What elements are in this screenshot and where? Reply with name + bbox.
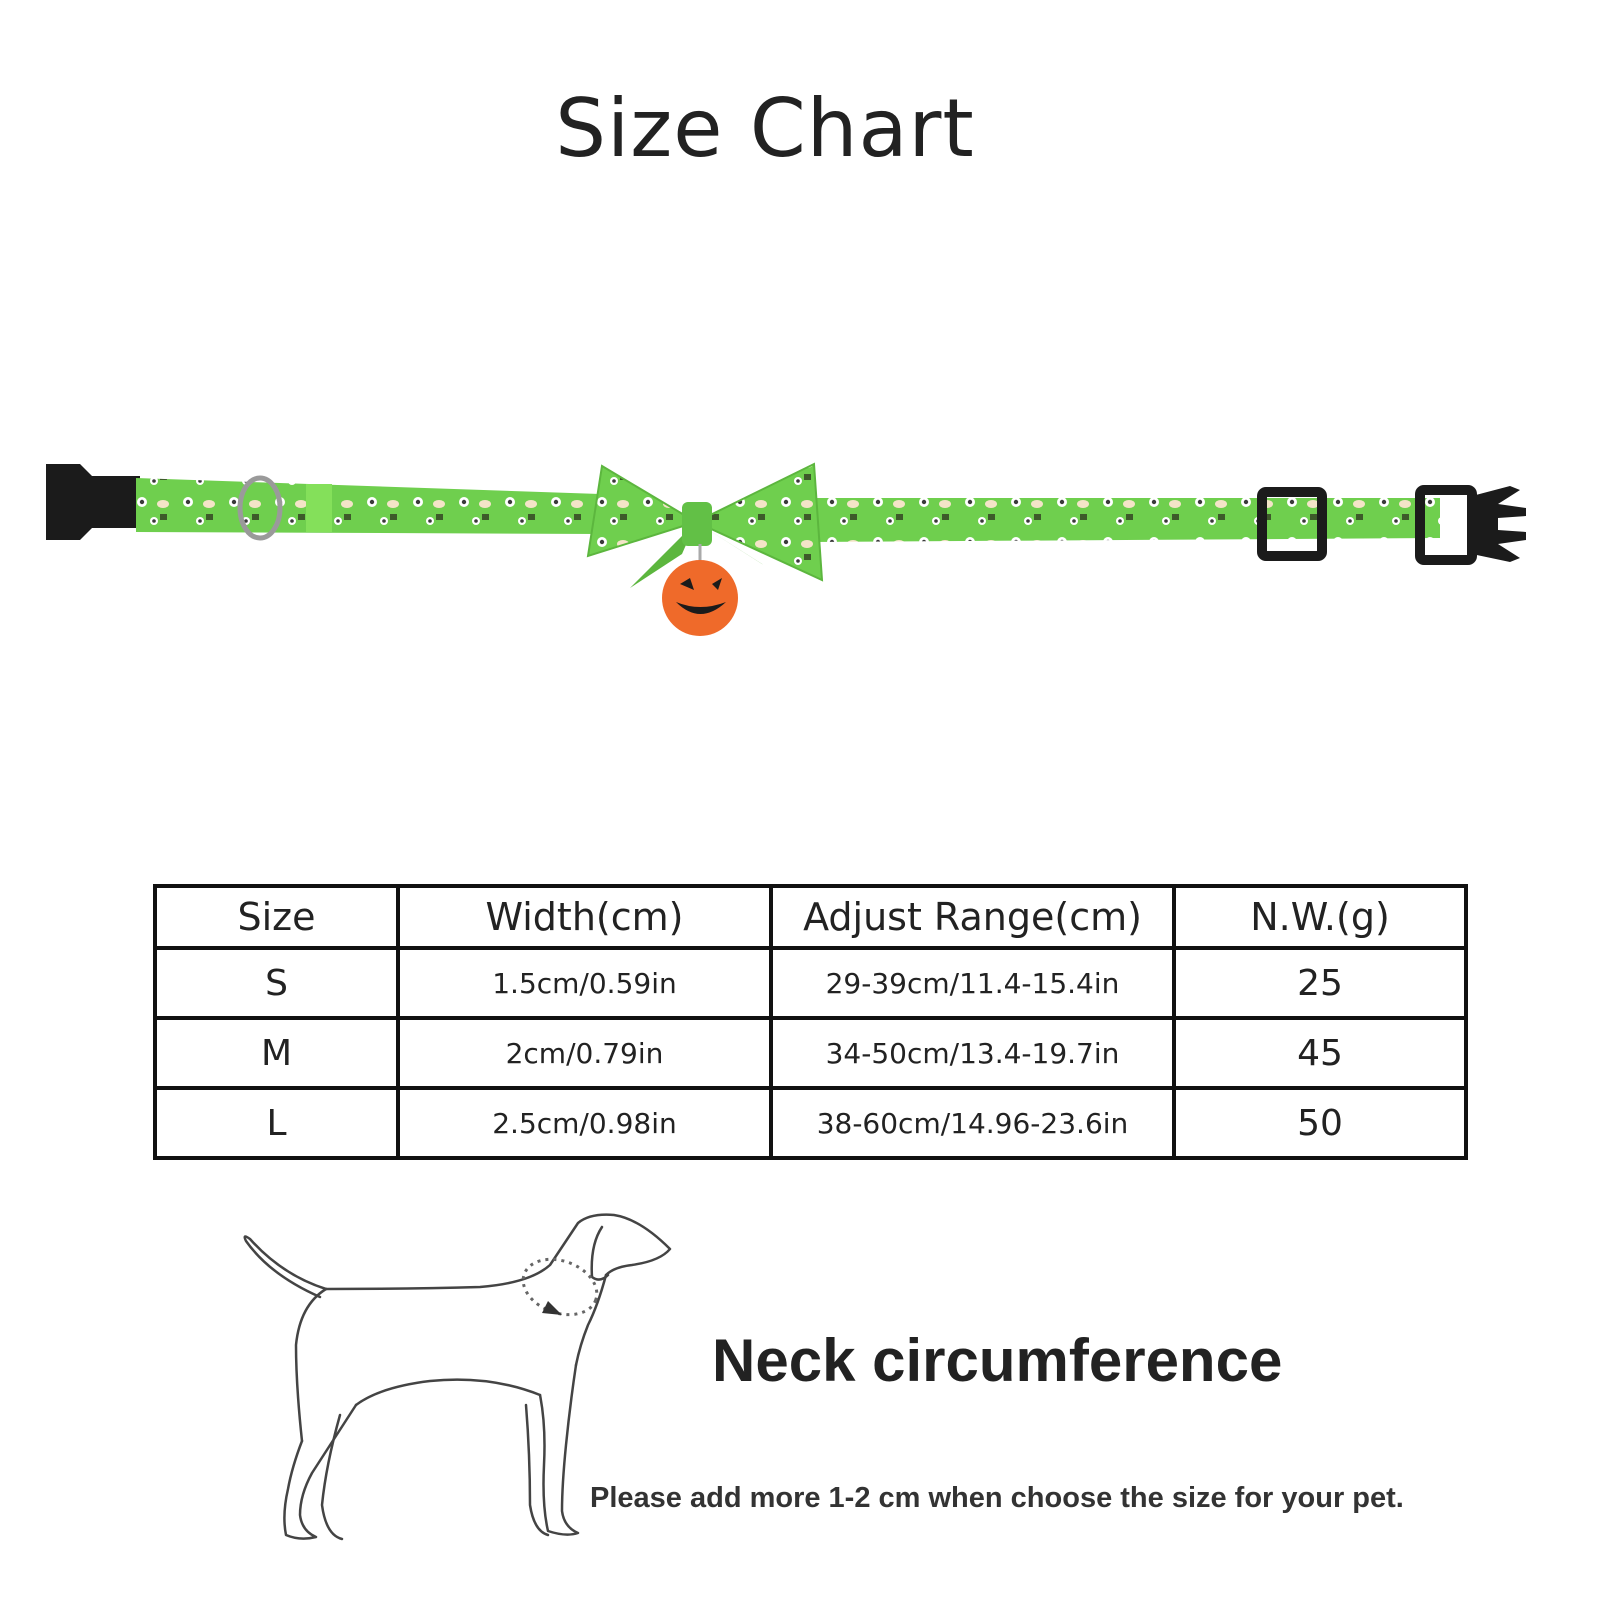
size-advice-note: Please add more 1-2 cm when choose the size for your pet. — [590, 1482, 1404, 1514]
cell-net-weight: 25 — [1174, 948, 1466, 1018]
table-header-row — [155, 886, 1466, 948]
cell-width: 2cm/0.79in — [398, 1018, 771, 1088]
table-row — [155, 1088, 1466, 1158]
header-adjust-range: Adjust Range(cm) — [771, 886, 1174, 948]
cell-size: L — [155, 1088, 398, 1158]
neck-circumference-label: Neck circumference — [712, 1327, 1283, 1394]
table-row — [155, 1018, 1466, 1088]
cell-size: M — [155, 1018, 398, 1088]
size-table — [153, 884, 1468, 1160]
header-width: Width(cm) — [398, 886, 771, 948]
collar-icon — [40, 450, 1560, 650]
cell-adjust-range: 34-50cm/13.4-19.7in — [771, 1018, 1174, 1088]
cell-adjust-range: 38-60cm/14.96-23.6in — [771, 1088, 1174, 1158]
collar-product-image — [40, 450, 1560, 650]
cell-width: 2.5cm/0.98in — [398, 1088, 771, 1158]
cell-adjust-range: 29-39cm/11.4-15.4in — [771, 948, 1174, 1018]
page-title: Size Chart — [555, 82, 975, 175]
cell-net-weight: 45 — [1174, 1018, 1466, 1088]
buckle-icon — [46, 464, 140, 540]
table-row — [155, 948, 1466, 1018]
cell-size: S — [155, 948, 398, 1018]
cell-width: 1.5cm/0.59in — [398, 948, 771, 1018]
header-net-weight: N.W.(g) — [1174, 886, 1466, 948]
cell-net-weight: 50 — [1174, 1088, 1466, 1158]
header-size: Size — [155, 886, 398, 948]
